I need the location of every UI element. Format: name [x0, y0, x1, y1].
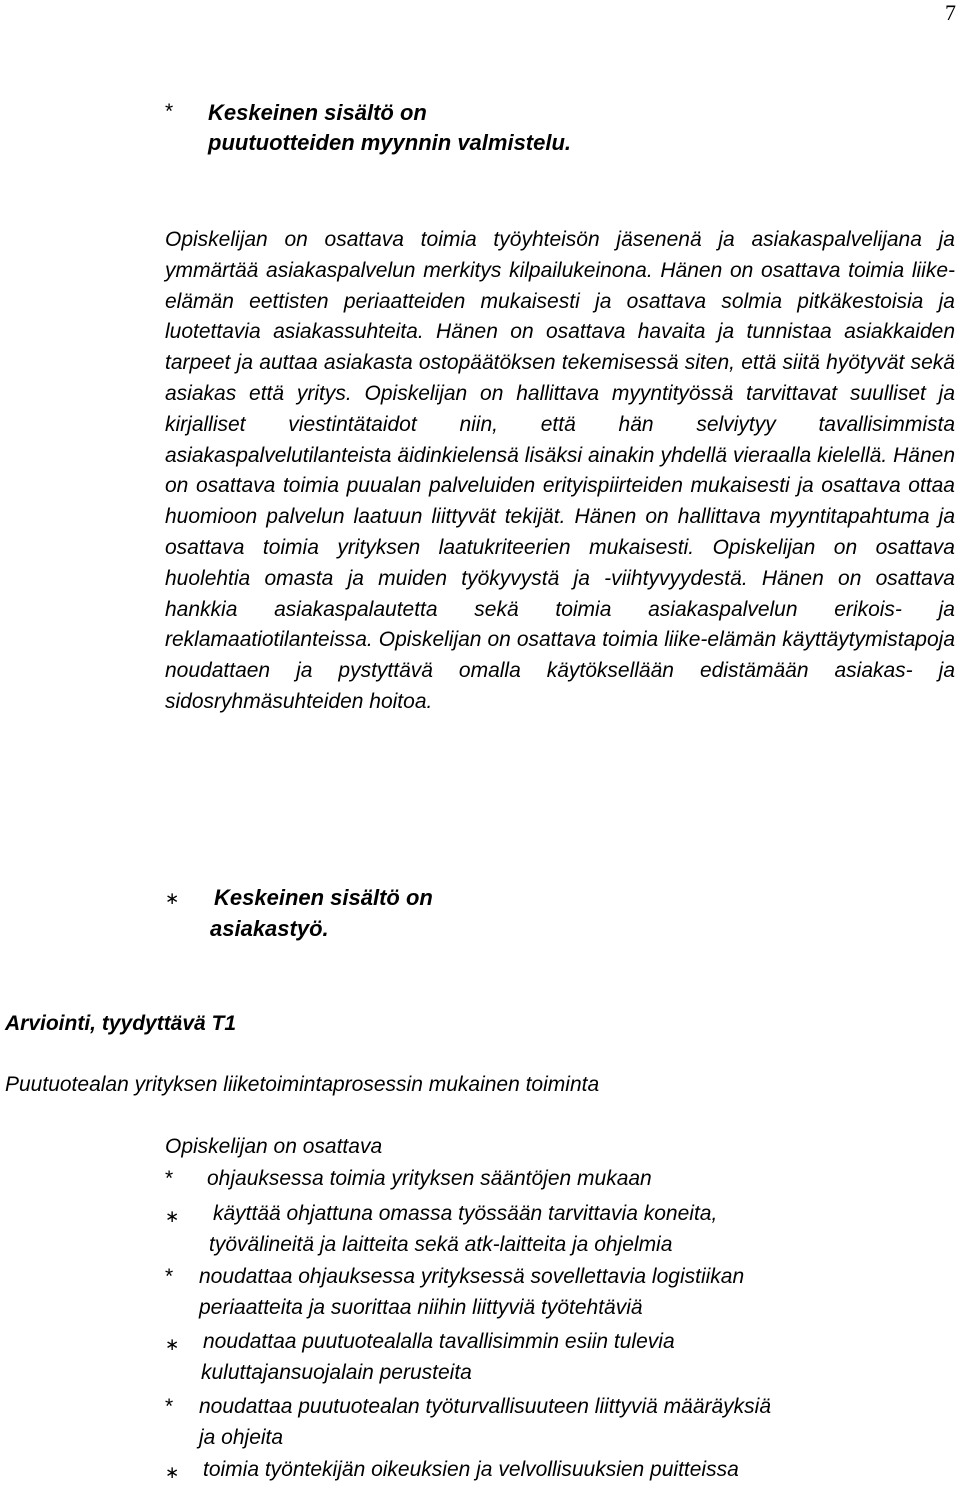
list-bullet: * [165, 1167, 174, 1190]
list-item: noudattaa ohjauksessa yrityksessä sovellettavia logistiikan [199, 1265, 745, 1288]
list-item-continued: kuluttajansuojalain perusteita [201, 1361, 472, 1384]
list-bullet: * [165, 1265, 174, 1288]
list-item: noudattaa puutuotealalla tavallisimmin esiin tulevia [203, 1330, 675, 1353]
list-item: ohjauksessa toimia yrityksen sääntöjen mukaan [207, 1167, 652, 1190]
section-heading: Arviointi, tyydyttävä T1 [5, 1012, 237, 1035]
page-number: 7 [945, 0, 956, 25]
section-subheading: Puutuotealan yrityksen liiketoimintaprosessin mukainen toiminta [5, 1073, 600, 1096]
list-item: toimia työntekijän oikeuksien ja velvollisuuksien puitteissa [203, 1458, 739, 1481]
list-bullet: ∗ [165, 1335, 180, 1354]
list-bullet: ∗ [165, 1207, 180, 1226]
bullet-asterisk: ∗ [165, 889, 180, 908]
bullet-star: * [165, 100, 174, 123]
list-item-continued: periaatteita ja suorittaa niihin liittyviä työtehtäviä [199, 1296, 643, 1319]
list-item: käyttää ohjattuna omassa työssään tarvittavia koneita, [213, 1202, 718, 1225]
list-intro: Opiskelijan on osattava [165, 1135, 383, 1158]
content-title-line1: Keskeinen sisältö on [208, 100, 427, 125]
list-bullet: ∗ [165, 1463, 180, 1482]
content-title-line1: Keskeinen sisältö on [214, 885, 433, 910]
body-paragraph: Opiskelijan on osattava toimia työyhteisön jäsenenä ja asiakaspalvelijana ja ymmärtää asiakaspalvelun merkitys kilpailukeinona. Hänen on osattava toimia liike-elämän eettisten periaatteiden mukaisesti ja osattava solmia pitkäkestoisia ja luotettavia asiakassuhteita. Hänen on osattava havaita ja tunnistaa asiakkaiden tarpeet ja auttaa asiakasta ostopäätöksen tekemisessä siten, että siitä hyötyvät sekä asiakas että yritys. Opiskelijan on hallittava myyntityössä tarvittavat suulliset ja kirjalliset viestintätaidot niin, että hän selviytyy tavallisimmista asiakaspalvelutilanteista äidinkielensä lisäksi ainakin yhdellä vieraalla kielellä. Hänen on osattava toimia puualan palveluiden erityispiirteiden mukaisesti ja osattava ottaa huomioon palvelun laatuun liittyvät tekijät. Hänen on hallittava myyntitapahtuma ja osattava toimia yrityksen laatukriteerien mukaisesti. Opiskelijan on osattava huolehtia omasta ja muiden työkyvystä ja -viihtyvyydestä. Hänen on osattava hankkia asiakaspalautetta sekä toimia asiakaspalvelun erikois- ja reklamaatiotilanteissa. Opiskelijan on osattava toimia liike-elämän käyttäytymistapoja noudattaen ja pystyttävä omalla käytöksellään edistämään asiakas- ja sidosryhmäsuhteiden hoitoa. [165, 228, 955, 713]
list-item-continued: ja ohjeita [199, 1426, 284, 1449]
content-title-line2: puutuotteiden myynnin valmistelu. [208, 130, 572, 155]
list-item-continued: työvälineitä ja laitteita sekä atk-laitteita ja ohjelmia [209, 1233, 673, 1256]
list-bullet: * [165, 1395, 174, 1418]
content-title-line2: asiakastyö. [210, 916, 329, 941]
list-item: noudattaa puutuotealan työturvallisuuteen liittyviä määräyksiä [199, 1395, 772, 1418]
